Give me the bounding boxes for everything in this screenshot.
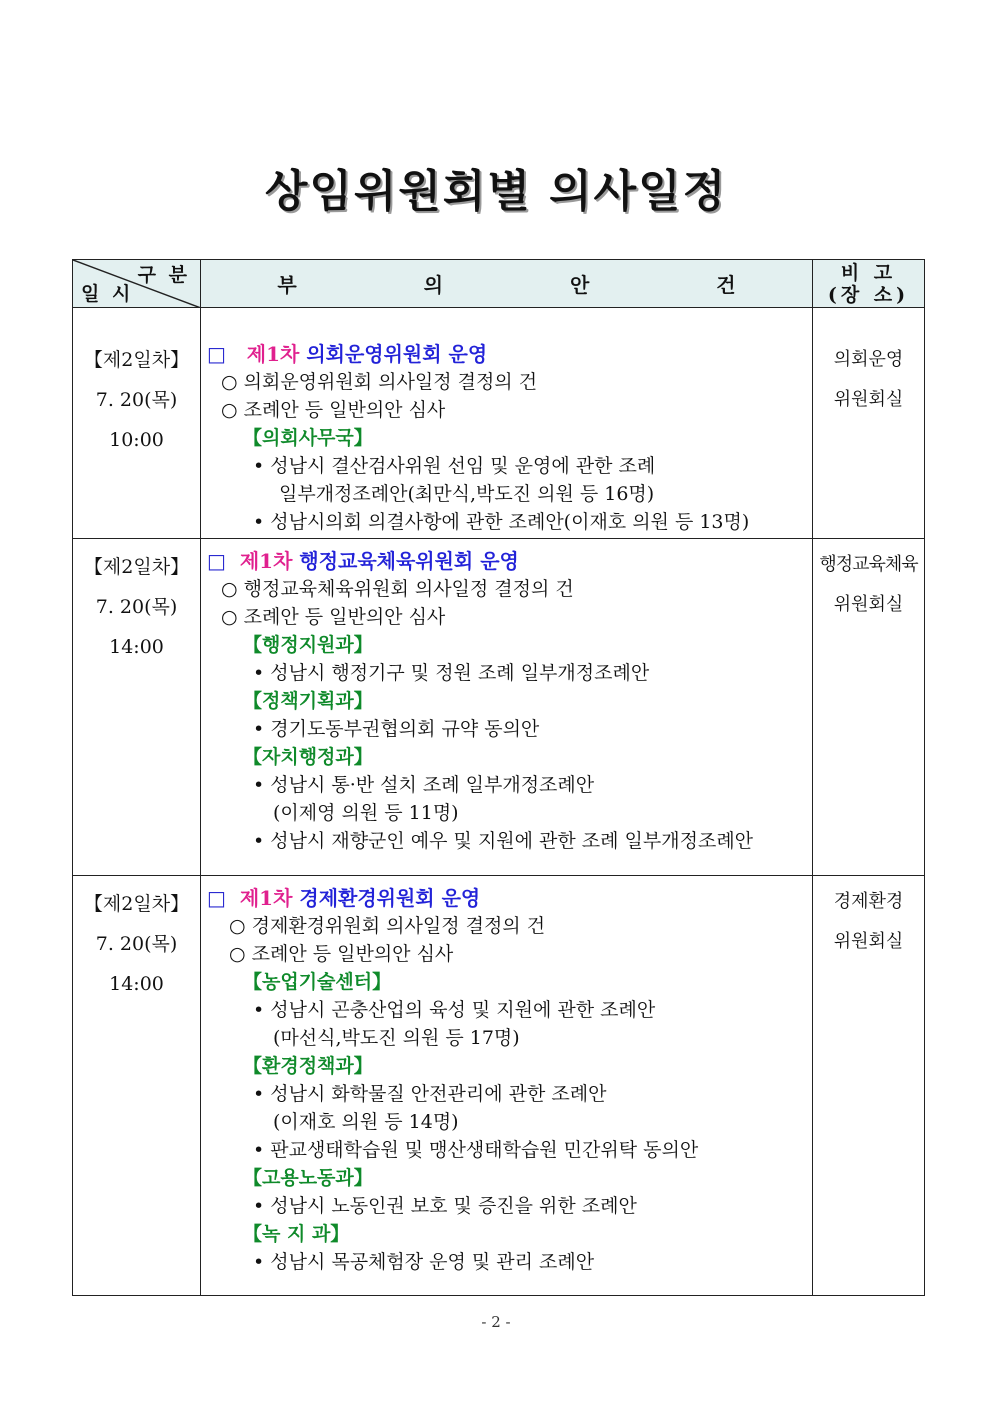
agenda-item: ○ 의회운영위원회 의사일정 결정의 건: [221, 371, 538, 393]
bill-item: • 성남시 화학물질 안전관리에 관한 조례안: [253, 1083, 607, 1105]
bill-item: • 성남시의회 의결사항에 관한 조례안(이재호 의원 등 13명): [253, 511, 750, 533]
header-note-cell: [813, 260, 925, 308]
department-label: 【녹 지 과】: [243, 1223, 350, 1245]
bill-item: • 성남시 결산검사위원 선임 및 운영에 관한 조례: [253, 455, 656, 477]
place-line1: 경제환경: [833, 891, 904, 912]
session-day: 【제2일차】: [83, 893, 190, 915]
agenda-item: ○ 조례안 등 일반의안 심사: [221, 606, 446, 628]
session-time: 10:00: [109, 429, 164, 451]
place-line2: 위원회실: [833, 389, 904, 410]
session-title-prefix: 제1차: [246, 342, 300, 366]
session-date: 7. 20(목): [95, 933, 178, 955]
header-category-label: 구 분: [137, 264, 190, 286]
department-label: 【환경정책과】: [243, 1055, 373, 1077]
bill-item: • 성남시 노동인권 보호 및 증진을 위한 조례안: [253, 1195, 637, 1217]
department-label: 【행정지원과】: [243, 634, 373, 656]
place-line2: 위원회실: [833, 931, 904, 952]
table-header-row: [73, 260, 925, 308]
header-note-line2: (장 소): [827, 283, 910, 306]
agenda-item: ○ 행정교육체육위원회 의사일정 결정의 건: [221, 578, 574, 600]
header-agenda-label: 부 의 안 건: [201, 260, 813, 308]
agenda-item: ○ 조례안 등 일반의안 심사: [221, 399, 446, 421]
square-icon: □: [207, 342, 226, 366]
session-date: 7. 20(목): [95, 596, 178, 618]
schedule-table: [72, 259, 925, 1296]
department-label: 【정책기획과】: [243, 690, 373, 712]
bill-item: • 성남시 목공체험장 운영 및 관리 조례안: [253, 1251, 595, 1273]
square-icon: □: [207, 549, 226, 573]
session-agenda: [201, 876, 813, 1296]
place-line1: 의회운영: [833, 349, 904, 370]
table-row: [73, 876, 925, 1296]
session-title: [207, 884, 812, 912]
department-label: 【의회사무국】: [243, 427, 373, 449]
bill-item-continued: (마선식,박도진 의원 등 17명): [273, 1027, 520, 1049]
session-date: 7. 20(목): [95, 389, 178, 411]
agenda-item: ○ 조례안 등 일반의안 심사: [229, 943, 454, 965]
session-place: [813, 876, 925, 1296]
session-title-main: 경제환경위원회 운영: [299, 886, 481, 910]
session-title: [207, 547, 812, 575]
bill-item: • 경기도동부권협의회 규약 동의안: [253, 718, 540, 740]
header-diagonal-cell: [73, 260, 201, 308]
agenda-item: ○ 경제환경위원회 의사일정 결정의 건: [229, 915, 546, 937]
session-title-main: 행정교육체육위원회 운영: [299, 549, 519, 573]
session-agenda: [201, 308, 813, 539]
bill-item-continued: 일부개정조례안(최만식,박도진 의원 등 16명): [279, 483, 655, 505]
table-row: [73, 539, 925, 876]
session-datetime: [73, 876, 201, 1296]
place-line2: 위원회실: [833, 594, 904, 615]
session-datetime: [73, 539, 201, 876]
session-place: [813, 539, 925, 876]
bill-item: • 성남시 재향군인 예우 및 지원에 관한 조례 일부개정조례안: [253, 830, 754, 852]
bill-item-continued: (이재호 의원 등 14명): [273, 1111, 459, 1133]
page-title: 상임위원회별 의사일정: [264, 166, 728, 217]
department-label: 【자치행정과】: [243, 746, 373, 768]
session-agenda: [201, 539, 813, 876]
place-line1: 행정교육체육: [819, 554, 918, 575]
bill-item: • 성남시 행정기구 및 정원 조례 일부개정조례안: [253, 662, 650, 684]
bill-item: • 성남시 곤충산업의 육성 및 지원에 관한 조례안: [253, 999, 656, 1021]
header-datetime-label: 일 시: [81, 283, 134, 305]
department-label: 【농업기술센터】: [243, 971, 392, 993]
page-number: - 2 -: [481, 1313, 511, 1331]
department-label: 【고용노동과】: [243, 1167, 373, 1189]
session-datetime: [73, 308, 201, 539]
square-icon: □: [207, 886, 226, 910]
bill-item: • 성남시 통·반 설치 조례 일부개정조례안: [253, 774, 595, 796]
session-title-prefix: 제1차: [239, 886, 293, 910]
header-note-line1: 비 고: [840, 261, 897, 284]
table-row: [73, 308, 925, 539]
bill-item-continued: (이제영 의원 등 11명): [273, 802, 459, 824]
session-title-main: 의회운영위원회 운영: [306, 342, 488, 366]
session-time: 14:00: [109, 973, 164, 995]
session-day: 【제2일차】: [83, 556, 190, 578]
session-place: [813, 308, 925, 539]
session-title-prefix: 제1차: [239, 549, 293, 573]
bill-item: • 판교생태학습원 및 맹산생태학습원 민간위탁 동의안: [253, 1139, 699, 1161]
session-day: 【제2일차】: [83, 349, 190, 371]
session-time: 14:00: [109, 636, 164, 658]
session-title: [207, 340, 812, 368]
